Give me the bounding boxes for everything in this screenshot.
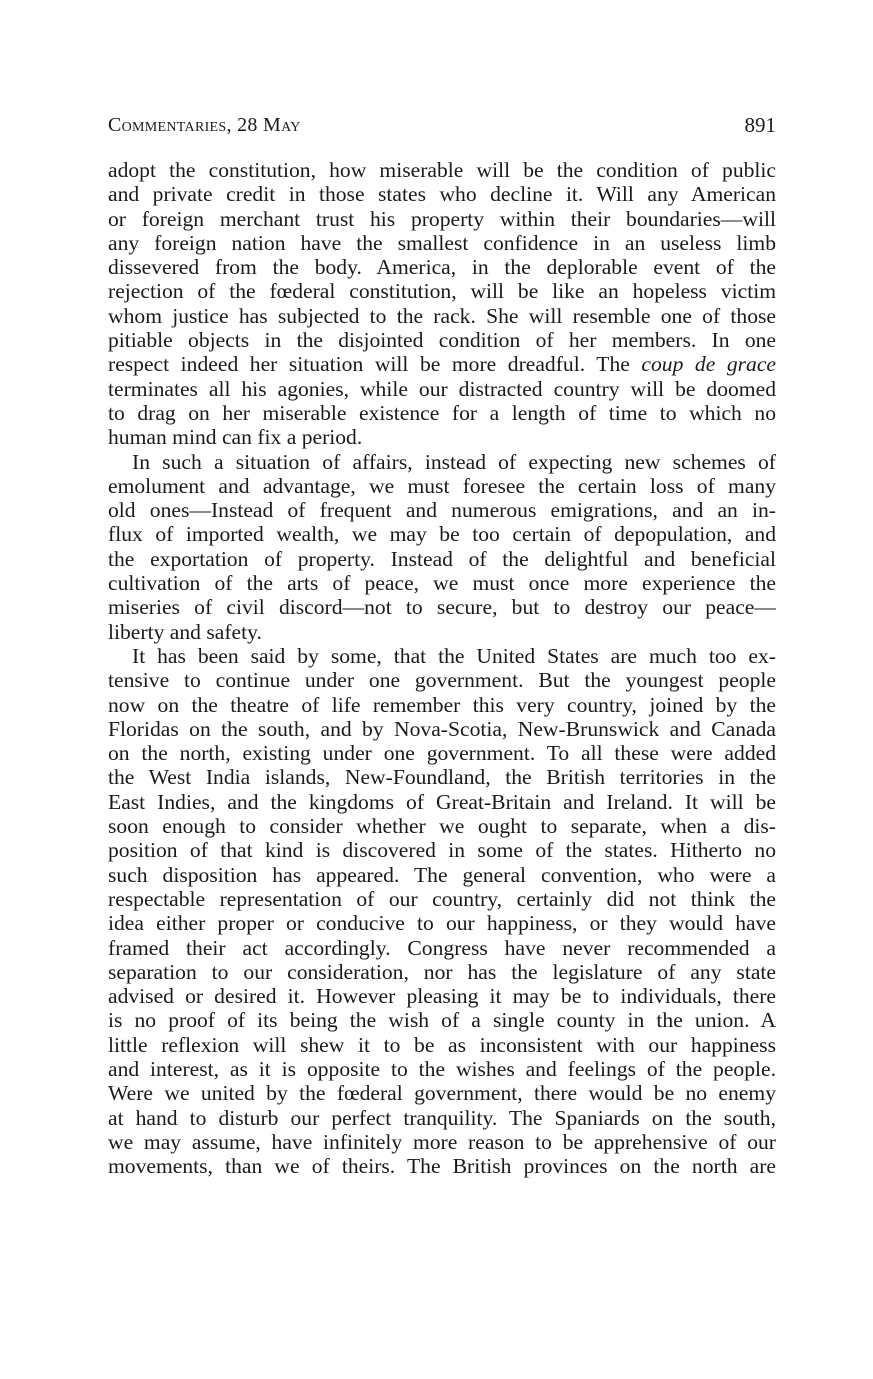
text-line: advised or desired it. However pleasing it may be to individuals, there	[108, 984, 776, 1009]
text-line: dissevered from the body. America, in the deplorable event of the	[108, 255, 776, 280]
text-line: old ones—Instead of frequent and numerous emigrations, and an in-	[108, 498, 776, 523]
text-line: idea either proper or conducive to our happiness, or they would have	[108, 911, 776, 936]
text-line: any foreign nation have the smallest confidence in an useless limb	[108, 230, 776, 255]
text-line	[108, 352, 776, 376]
text-line: and interest, as it is opposite to the wishes and feelings of the people.	[108, 1056, 776, 1081]
text-line: separation to our consideration, nor has the legislature of any state	[108, 959, 776, 984]
italic-phrase: coup de grace	[641, 352, 776, 377]
text-line: little reflexion will shew it to be as inconsistent with our happiness	[108, 1032, 776, 1057]
paragraph	[108, 158, 776, 450]
text-line: human mind can fix a period.	[108, 425, 363, 450]
text-run: respect indeed her situation will be more dreadful. The	[108, 352, 642, 377]
text-line: cultivation of the arts of peace, we must once more experience the	[108, 571, 776, 596]
text-line: flux of imported wealth, we may be too certain of depopulation, and	[108, 522, 776, 547]
running-title: Commentaries, 28 May	[108, 114, 301, 136]
text-line: Were we united by the fœderal government, there would be no enemy	[108, 1081, 776, 1106]
text-line: respectable representation of our country, certainly did not think the	[108, 886, 776, 911]
text-line: whom justice has subjected to the rack. She will resemble one of those	[108, 303, 776, 328]
text-line: miseries of civil discord—not to secure, but to destroy our peace—	[108, 595, 776, 620]
text-line: position of that kind is discovered in some of the states. Hitherto no	[108, 838, 776, 863]
text-line: emolument and advantage, we must foresee the certain loss of many	[108, 473, 776, 498]
text-line: In such a situation of affairs, instead of expecting new schemes of	[132, 449, 776, 474]
paragraph	[108, 450, 776, 644]
text-line: terminates all his agonies, while our distracted country will be doomed	[108, 376, 776, 401]
text-line: rejection of the fœderal constitution, will be like an hopeless victim	[108, 279, 776, 304]
text-line: now on the theatre of life remember this very country, joined by the	[108, 692, 776, 717]
text-line: It has been said by some, that the United States are much too ex-	[132, 643, 776, 668]
text-line: is no proof of its being the wish of a single county in the union. A	[108, 1008, 776, 1033]
text-line: movements, than we of theirs. The British provinces on the north are	[108, 1154, 776, 1179]
text-line: the exportation of property. Instead of the delightful and beneficial	[108, 546, 776, 571]
text-line: adopt the constitution, how miserable will be the condition of public	[108, 158, 776, 182]
text-line: liberty and safety.	[108, 619, 262, 644]
page-number: 891	[744, 113, 776, 137]
text-line: such disposition has appeared. The general convention, who were a	[108, 862, 776, 887]
body-text	[108, 158, 776, 1178]
text-line: East Indies, and the kingdoms of Great-Britain and Ireland. It will be	[108, 789, 776, 814]
text-line: or foreign merchant trust his property within their boundaries—will	[108, 206, 776, 231]
text-line: soon enough to consider whether we ought to separate, when a dis-	[108, 814, 776, 839]
text-line: to drag on her miserable existence for a length of time to which no	[108, 400, 776, 425]
paragraph	[108, 644, 776, 1179]
text-line: tensive to continue under one government. But the youngest people	[108, 668, 776, 693]
text-line: on the north, existing under one government. To all these were added	[108, 741, 776, 766]
running-head	[108, 110, 776, 140]
text-line: and private credit in those states who decline it. Will any American	[108, 182, 776, 207]
text-line: the West India islands, New-Foundland, the British territories in the	[108, 765, 776, 790]
text-line: pitiable objects in the disjointed condition of her members. In one	[108, 328, 776, 353]
text-line: Floridas on the south, and by Nova-Scotia, New-Brunswick and Canada	[108, 716, 776, 741]
text-line: at hand to disturb our perfect tranquility. The Spaniards on the south,	[108, 1105, 776, 1130]
text-line: we may assume, have infinitely more reason to be apprehensive of our	[108, 1129, 776, 1154]
text-line: framed their act accordingly. Congress have never recommended a	[108, 935, 776, 960]
